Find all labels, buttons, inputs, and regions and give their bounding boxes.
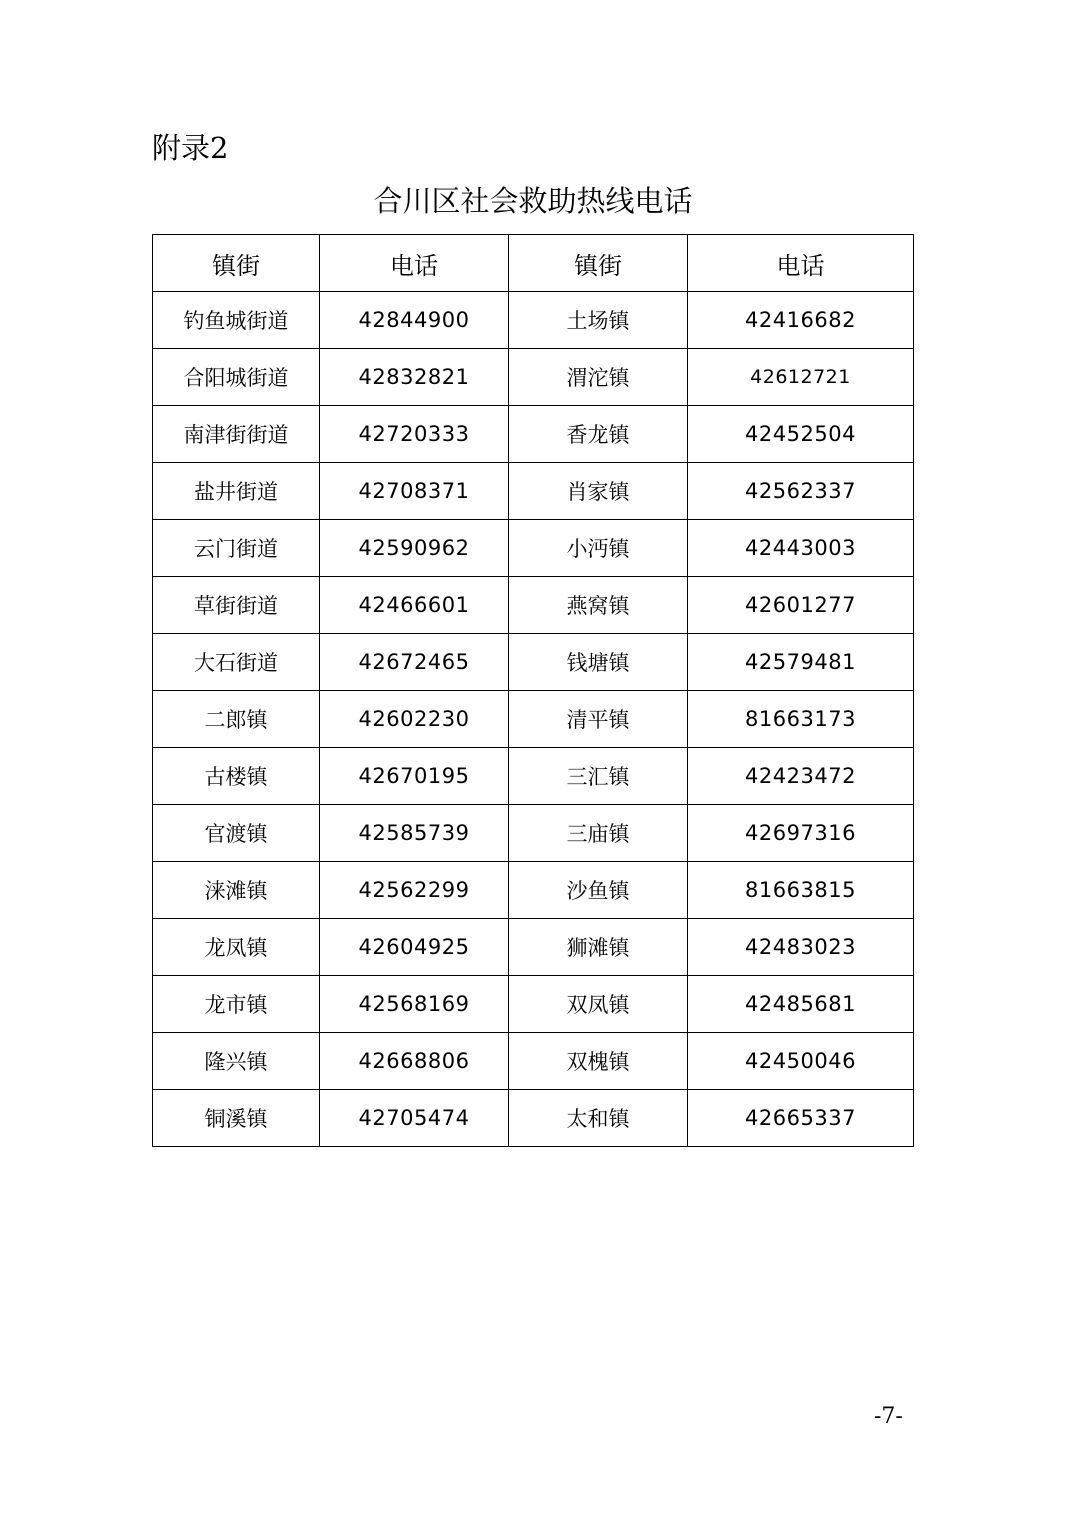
phone-number: 42443003 [688,520,914,577]
table-header-row [153,235,914,292]
phone-number: 42604925 [320,919,509,976]
town-name: 草街街道 [153,577,320,634]
page-title: 合川区社会救助热线电话 [373,184,693,218]
phone-number: 42720333 [320,406,509,463]
town-name: 香龙镇 [509,406,688,463]
town-name: 官渡镇 [153,805,320,862]
town-name: 盐井街道 [153,463,320,520]
town-name: 二郎镇 [153,691,320,748]
table-row [153,805,914,862]
phone-number: 42483023 [688,919,914,976]
phone-number: 81663815 [688,862,914,919]
phone-number: 42601277 [688,577,914,634]
town-name: 南津街街道 [153,406,320,463]
town-name: 钓鱼城街道 [153,292,320,349]
header-phone: 电话 [688,235,914,292]
table-row [153,634,914,691]
header-phone: 电话 [320,235,509,292]
phone-number: 42590962 [320,520,509,577]
town-name: 土场镇 [509,292,688,349]
appendix-label: 附录2 [152,131,229,165]
phone-number: 42832821 [320,349,509,406]
page-number: -7- [874,1404,903,1429]
town-name: 狮滩镇 [509,919,688,976]
phone-number: 42665337 [688,1090,914,1147]
phone-number: 42416682 [688,292,914,349]
town-name: 古楼镇 [153,748,320,805]
phone-number: 42568169 [320,976,509,1033]
town-name: 云门街道 [153,520,320,577]
phone-number: 42452504 [688,406,914,463]
table-row [153,862,914,919]
town-name: 燕窝镇 [509,577,688,634]
table-row [153,520,914,577]
phone-number: 42672465 [320,634,509,691]
town-name: 龙市镇 [153,976,320,1033]
table-row [153,406,914,463]
table-row [153,1033,914,1090]
town-name: 双槐镇 [509,1033,688,1090]
phone-number: 42562299 [320,862,509,919]
town-name: 铜溪镇 [153,1090,320,1147]
town-name: 肖家镇 [509,463,688,520]
table-row [153,577,914,634]
table-row [153,976,914,1033]
town-name: 合阳城街道 [153,349,320,406]
table-row [153,748,914,805]
table-row [153,1090,914,1147]
phone-number: 42668806 [320,1033,509,1090]
town-name: 三庙镇 [509,805,688,862]
phone-number: 42612721 [688,349,914,406]
header-town: 镇街 [153,235,320,292]
town-name: 太和镇 [509,1090,688,1147]
phone-number: 42708371 [320,463,509,520]
town-name: 隆兴镇 [153,1033,320,1090]
phone-number: 42466601 [320,577,509,634]
town-name: 三汇镇 [509,748,688,805]
town-name: 沙鱼镇 [509,862,688,919]
phone-number: 42705474 [320,1090,509,1147]
town-name: 涞滩镇 [153,862,320,919]
phone-number: 42844900 [320,292,509,349]
town-name: 大石街道 [153,634,320,691]
hotline-table [152,234,914,1147]
phone-number: 42670195 [320,748,509,805]
table-row [153,349,914,406]
header-town: 镇街 [509,235,688,292]
town-name: 钱塘镇 [509,634,688,691]
town-name: 双凤镇 [509,976,688,1033]
table-row [153,691,914,748]
table-row [153,292,914,349]
phone-number: 42697316 [688,805,914,862]
phone-number: 42485681 [688,976,914,1033]
phone-number: 81663173 [688,691,914,748]
phone-number: 42423472 [688,748,914,805]
phone-number: 42450046 [688,1033,914,1090]
town-name: 渭沱镇 [509,349,688,406]
town-name: 清平镇 [509,691,688,748]
table-row [153,463,914,520]
phone-number: 42562337 [688,463,914,520]
phone-number: 42579481 [688,634,914,691]
town-name: 小沔镇 [509,520,688,577]
town-name: 龙凤镇 [153,919,320,976]
phone-number: 42585739 [320,805,509,862]
table-row [153,919,914,976]
phone-number: 42602230 [320,691,509,748]
